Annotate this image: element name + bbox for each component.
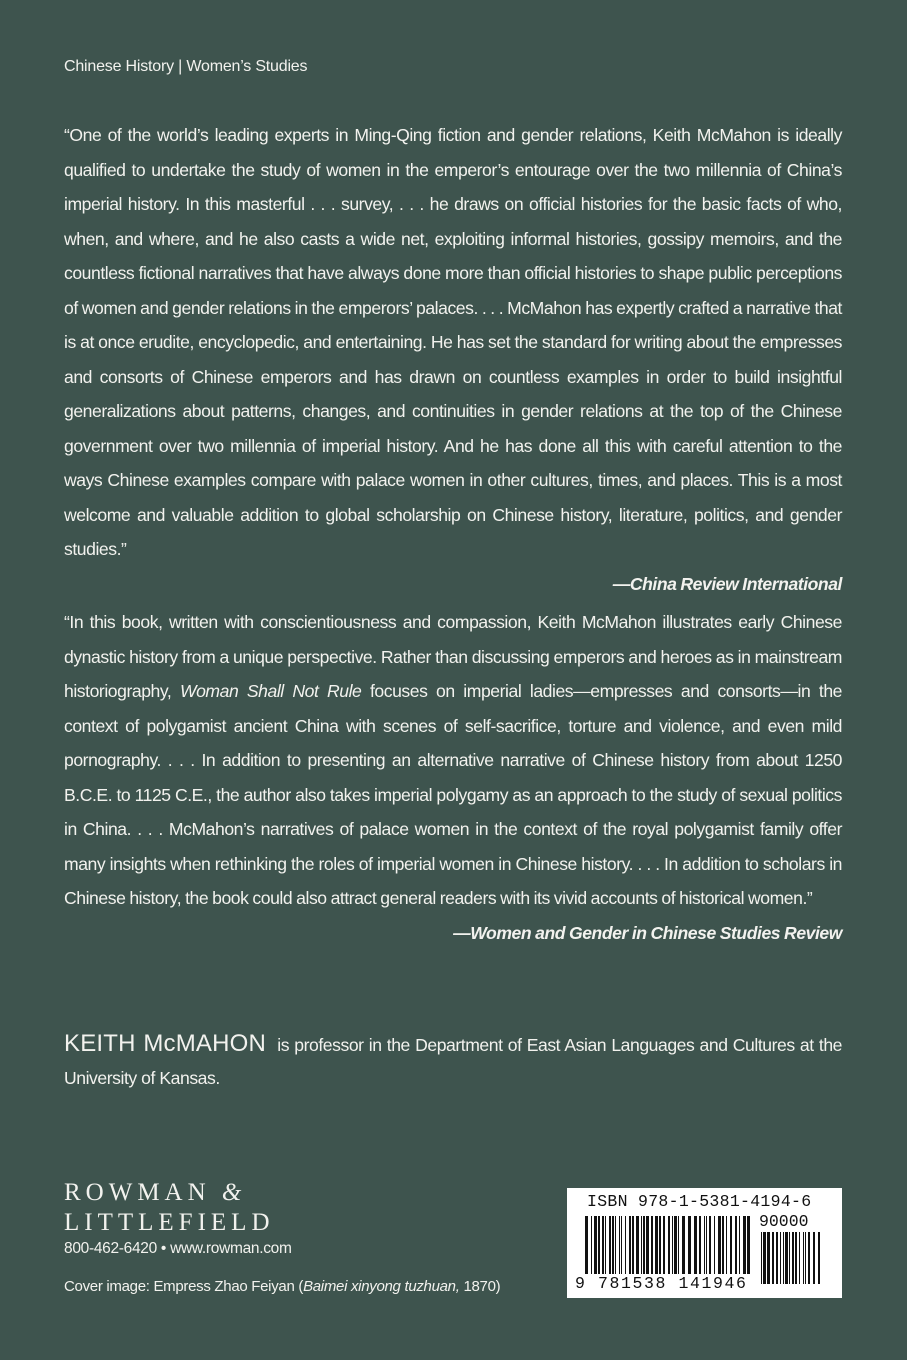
barcode-bar — [655, 1216, 658, 1274]
barcode-bar — [659, 1216, 661, 1274]
barcode-bar — [594, 1216, 597, 1274]
author-bio-text: is professor in the Department of East Asian Languages and Cultures at the University of Kansas. — [64, 1035, 842, 1088]
publisher-ampersand: & — [221, 1179, 242, 1206]
barcode-bar — [763, 1232, 766, 1284]
barcode-bar — [612, 1216, 614, 1274]
quote-text: “One of the world’s leading experts in Ming-Qing fiction and gender relations, Keith McMahon is ideally qualified to undertake the study of women in the emperor’s entourage over the two millennia of China’s imperial history. In this masterful . . . survey, . . . he draws on official histories for the basic facts of who, when, and where, and he also casts a wide net, exploiting informal histories, gossipy memoirs, and the countless fictional narratives that have always done more than official histories to shape public perceptions of women and gender relations in the emperors’ palaces. . . . McMahon has expertly crafted a narrative that is at once erudite, encyclopedic, and entertaining. He has set the standard for writing about the empresses and consorts of Chinese emperors and has drawn on countless examples in order to build insightful generalizations about patterns, changes, and continuities in gender relations at the top of the Chinese government over two millennia of imperial history. And he has done all this with careful attention to the ways Chinese examples compare with palace women in other cultures, times, and places. This is a most welcome and valuable addition to global scholarship on Chinese history, literature, politics, and gender studies.” — [64, 125, 842, 559]
price-addon-text: 90000 — [759, 1212, 809, 1231]
review-quote-1 — [64, 118, 842, 601]
author-bio — [64, 1027, 842, 1095]
barcode-bar — [792, 1232, 794, 1284]
barcode-bar — [704, 1216, 705, 1274]
barcode-bar — [621, 1216, 622, 1274]
barcode-bar — [709, 1216, 711, 1274]
barcode-bar — [747, 1216, 750, 1274]
barcode-bar — [722, 1216, 724, 1274]
barcode-bar — [598, 1216, 600, 1274]
publisher-contact: 800-462-6420 • www.rowman.com — [64, 1240, 292, 1257]
barcode-bar — [739, 1216, 740, 1274]
barcode-bar — [803, 1232, 804, 1284]
barcode-bar — [672, 1216, 673, 1274]
barcode-bar — [714, 1216, 715, 1274]
barcode-bar — [813, 1232, 815, 1284]
barcode-bar — [602, 1216, 604, 1274]
category-label: Chinese History | Women’s Studies — [64, 58, 308, 75]
barcode-bar — [643, 1216, 645, 1274]
barcode-bar — [636, 1216, 639, 1274]
quote-text-after: focuses on imperial ladies—empresses and consorts—in the context of polygamist ancient China with scenes of self-sacrifice, torture and violence, and even mild pornography. . . . In addition to presenting an alternative narrative of Chinese history from about 1250 B.C.E. to 1125 C.E., the author also takes imperial polygamy as an approach to the study of sexual politics in China. . . . McMahon’s narratives of palace women in the context of the royal polygamist family offer many insights when rethinking the roles of imperial women in Chinese history. . . . In addition to scholars in Chinese history, the book could also attract general readers with its vivid accounts of historical women.” — [64, 681, 842, 908]
barcode-bar — [730, 1216, 732, 1274]
quote-source: —Women and Gender in Chinese Studies Review — [453, 922, 842, 943]
book-title: Woman Shall Not Rule — [179, 681, 362, 701]
barcode-bar — [699, 1216, 701, 1274]
credit-prefix: Cover image: Empress Zhao Feiyan ( — [64, 1278, 304, 1295]
isbn-text: ISBN 978-1-5381-4194-6 — [587, 1192, 812, 1211]
barcode-bar — [688, 1216, 691, 1274]
ean-digits: 9 781538 141946 — [575, 1274, 748, 1293]
barcode-bar — [632, 1216, 634, 1274]
barcode-bar — [735, 1216, 737, 1274]
barcode-bar — [783, 1232, 784, 1284]
barcode-bar — [761, 1232, 762, 1284]
quote-text-before: “In this book, written with conscientiousness and compassion, Keith McMahon illustrates early Chinese dynastic history from a unique perspective. Rather than discussing emperors and heroes as in mainstream historiography, — [64, 612, 842, 701]
barcode-bar — [799, 1232, 800, 1284]
barcode-bar — [605, 1216, 606, 1274]
barcode-bar — [609, 1216, 611, 1274]
publisher-logo — [64, 1178, 275, 1238]
barcode — [567, 1188, 842, 1298]
credit-suffix: 1870) — [459, 1278, 501, 1295]
barcode-bar — [663, 1216, 665, 1274]
barcode-bar — [619, 1216, 620, 1274]
barcode-bar — [641, 1216, 642, 1274]
barcode-bar — [674, 1216, 677, 1274]
barcode-bar — [789, 1232, 790, 1284]
publisher-line2: LITTLEFIELD — [64, 1209, 275, 1236]
barcode-bar — [718, 1216, 721, 1274]
barcode-bar — [646, 1216, 649, 1274]
addon-barcode-bars — [761, 1232, 827, 1284]
barcode-bar — [726, 1216, 727, 1274]
barcode-bar — [818, 1232, 820, 1284]
barcode-bar — [805, 1232, 806, 1284]
publisher-line1: ROWMAN — [64, 1179, 211, 1206]
review-quote-2 — [64, 605, 842, 950]
author-name: KEITH McMAHON — [64, 1030, 267, 1057]
barcode-bar — [767, 1232, 770, 1284]
credit-title: Baimei xinyong tuzhuan, — [303, 1278, 460, 1295]
barcode-bar — [780, 1232, 781, 1284]
barcode-bar — [682, 1216, 685, 1274]
quote-text — [64, 605, 842, 916]
ean-barcode-bars — [585, 1216, 755, 1274]
barcode-bar — [585, 1216, 588, 1274]
barcode-bar — [772, 1232, 774, 1284]
barcode-bar — [668, 1216, 670, 1274]
barcode-bar — [808, 1232, 810, 1284]
barcode-bar — [785, 1232, 788, 1284]
barcode-bar — [591, 1216, 592, 1274]
barcode-bar — [615, 1216, 616, 1274]
barcode-bar — [625, 1216, 626, 1274]
cover-image-credit — [64, 1278, 500, 1295]
barcode-bar — [629, 1216, 631, 1274]
barcode-bar — [743, 1216, 746, 1274]
barcode-bar — [706, 1216, 707, 1274]
quote-source: —China Review International — [612, 573, 842, 594]
barcode-bar — [651, 1216, 653, 1274]
barcode-bar — [776, 1232, 778, 1284]
barcode-bar — [795, 1232, 797, 1284]
barcode-bar — [678, 1216, 679, 1274]
barcode-bar — [694, 1216, 697, 1274]
